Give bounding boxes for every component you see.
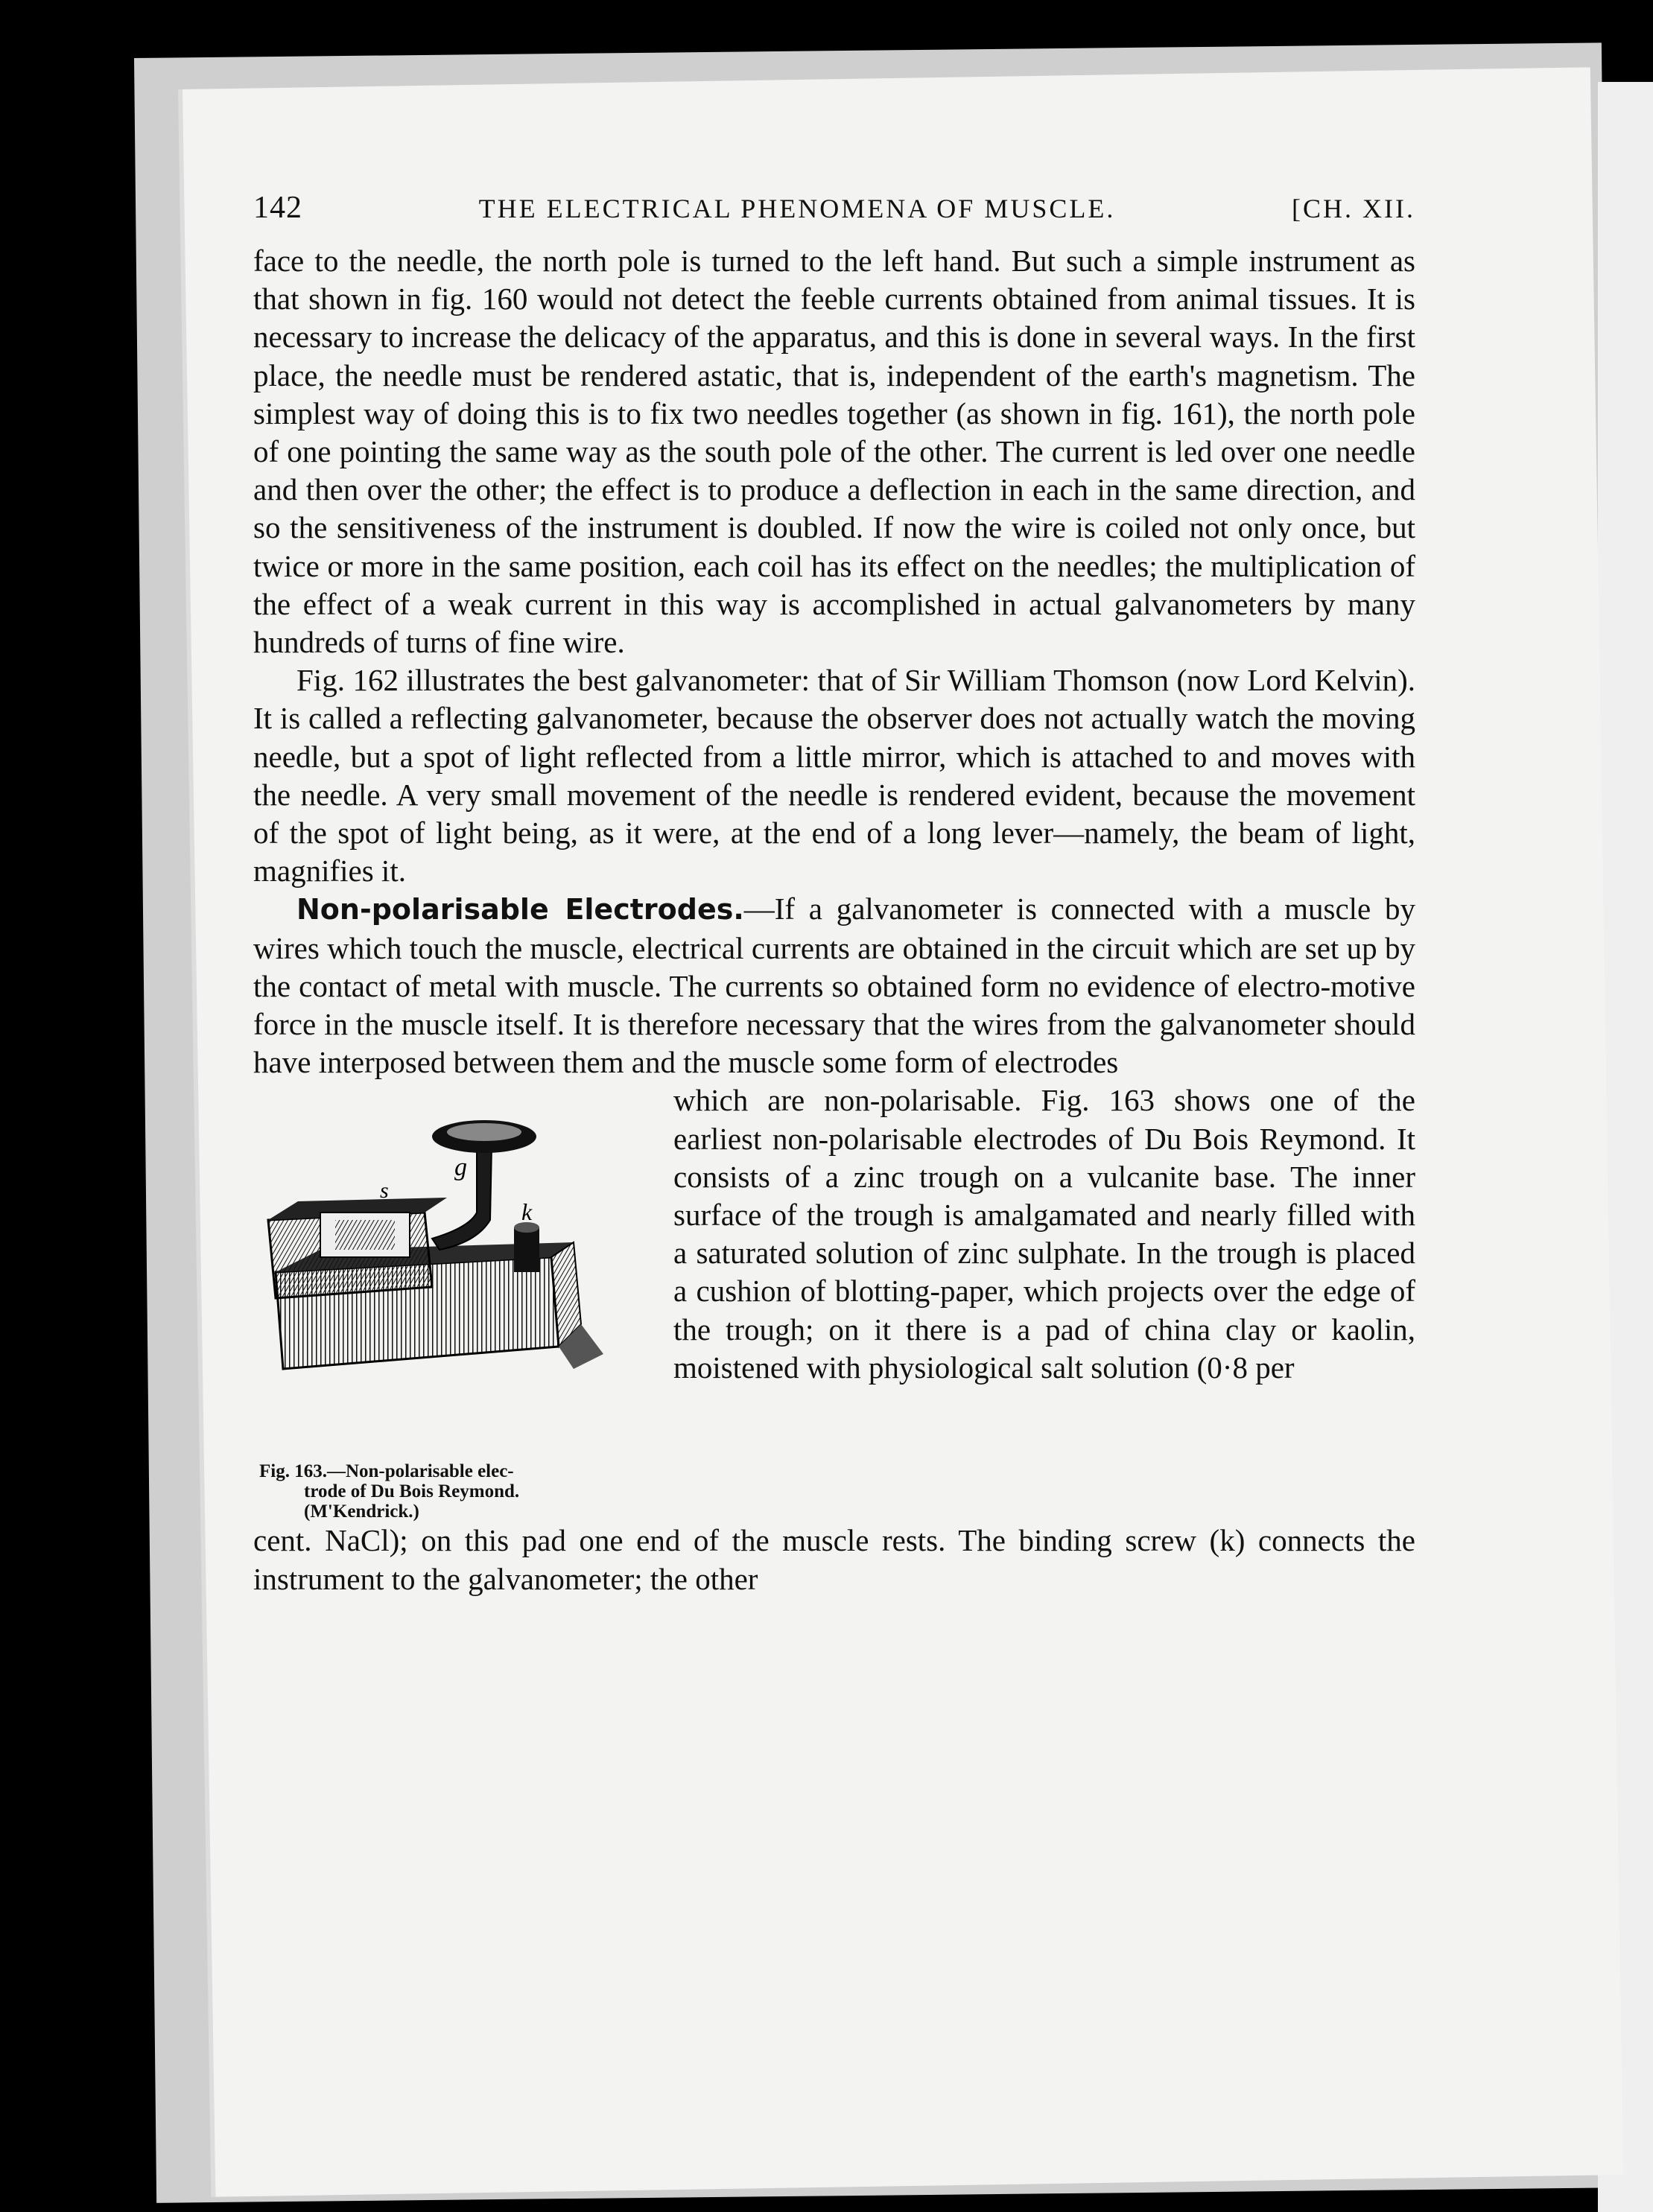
label-s: s [380,1178,389,1204]
page-number: 142 [253,191,302,225]
side-text: which are non-polarisable. Fig. 163 shows one of the earliest non-polarisable electrodes of Du Bois Reymond. It consists of a zinc trough on a vulcanite base. The inner surface of the trough is amalgamated and nearly filled with a saturated solution of zinc sulphate. In the trough is placed a cushion of blotting-paper, which projects over the edge of the trough; on it there is a pad of china clay or kaolin, moistened with physiological salt solution (0·8 per [673,1083,1415,1385]
electrode-illustration [253,1101,656,1451]
section-lead-text: —If a galvanometer is connected with a muscle by wires which touch the muscle, electrical currents are obtained in the circuit which are set up by the contact of metal with muscle. The currents so obtained form no evidence of electro-motive force in the muscle itself. It is therefore necessary that the wires from the galvanometer should have interposed between them and the muscle some form of electrodes [253,892,1415,1080]
caption-line: (M'Kendrick.) [304,1501,419,1522]
tail-text: cent. NaCl); on this pad one end of the muscle rests. The binding screw (k) connects the instrument to the galvanometer; the other [253,1523,1415,1596]
figure-wrap [253,1081,1415,1522]
label-k: k [521,1198,533,1226]
body-text [253,242,1415,1081]
running-title: THE ELECTRICAL PHENOMENA OF MUSCLE. [478,194,1116,223]
running-header [253,190,1415,242]
paragraph: face to the needle, the north pole is turned to the left hand. But such a simple instrument as that shown in fig. 160 would not detect the feeble currents obtained from animal tissues. It is necessary to increase the delicacy of the apparatus, and this is done in several ways. In the first place, the needle must be rendered astatic, that is, independent of the earth's magnetism. The simplest way of doing this is to fix two needles together (as shown in fig. 161), the north pole of one pointing the same way as the south pole of the other. The current is led over one needle and then over the other; the effect is to produce a deflection in each in the same direction, and so the sensitiveness of the instrument is doubled. If now the wire is coiled not only once, but twice or more in the same position, each coil has its effect on the needles; the multiplication of the effect of a weak current in this way is accomplished in actual galvanometers by many hundreds of turns of fine wire. [253,244,1415,660]
section-heading: Non-polarisable Electrodes. [296,893,744,927]
label-g: g [454,1154,467,1182]
caption-line: Fig. 163.—Non-polarisable elec- [259,1461,514,1482]
paragraph: Fig. 162 illustrates the best galvanometer: that of Sir William Thomson (now Lord Kelvin). It is called a reflecting galvanometer, because the observer does not actually watch the moving needle, but a spot of light reflected from a little mirror, which is attached to and moves with the needle. A very small movement of the needle is rendered evident, because the movement of the spot of light being, as it were, at the end of a long lever—namely, the beam of light, magnifies it. [253,663,1415,889]
caption-line: trode of Du Bois Reymond. [304,1481,520,1502]
section-paragraph [253,890,1415,1081]
figure-caption [253,1461,656,1522]
figure-163 [253,1101,656,1522]
chapter-marker: [CH. XII. [1292,194,1415,223]
page-content [253,190,1415,1598]
